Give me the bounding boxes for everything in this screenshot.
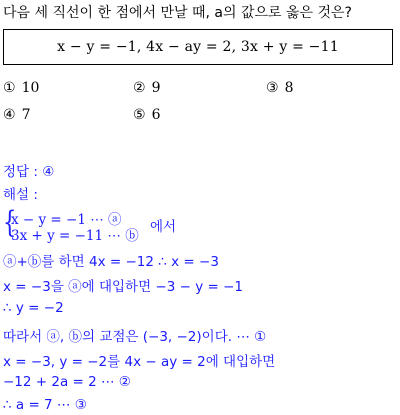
choice-value: 9 xyxy=(151,80,161,96)
choice-number: ① xyxy=(3,80,16,96)
solution-step-5: x = −3, y = −2를 4x − ay = 2에 대입하면 xyxy=(3,354,276,370)
choice-5[interactable] xyxy=(133,107,160,123)
brace-icon: { xyxy=(3,205,17,240)
solution-step-2: x = −3을 ⓐ에 대입하면 −3 − y = −1 xyxy=(3,279,243,295)
choice-value: 7 xyxy=(21,107,31,123)
solution-step-6: −12 + 2a = 2 ⋯ ② xyxy=(3,374,131,390)
system-line-a: x − y = −1 ⋯ ⓐ xyxy=(11,212,122,228)
equations-box xyxy=(3,29,393,65)
answer-line: 정답 : ④ xyxy=(3,164,55,180)
choice-number: ③ xyxy=(266,80,279,96)
choice-value: 8 xyxy=(284,80,294,96)
choice-value: 6 xyxy=(151,107,161,123)
system-tail: 에서 xyxy=(150,219,177,235)
question-text: 다음 세 직선이 한 점에서 만날 때, a의 값으로 옳은 것은? xyxy=(3,5,352,21)
choice-number: ⑤ xyxy=(133,107,146,123)
choice-value: 10 xyxy=(21,80,40,96)
system-line-b: 3x + y = −11 ⋯ ⓑ xyxy=(11,228,139,244)
choice-2[interactable] xyxy=(133,80,160,96)
solution-step-7: ∴ a = 7 ⋯ ③ xyxy=(3,397,87,413)
choice-number: ② xyxy=(133,80,146,96)
choice-number: ④ xyxy=(3,107,16,123)
choice-1[interactable] xyxy=(3,80,39,96)
solution-step-3: ∴ y = −2 xyxy=(3,300,64,316)
explanation-label: 해설 : xyxy=(3,187,38,203)
equations-text: x − y = −1, 4x − ay = 2, 3x + y = −11 xyxy=(57,39,339,55)
choice-4[interactable] xyxy=(3,107,30,123)
solution-step-1: ⓐ+ⓑ를 하면 4x = −12 ∴ x = −3 xyxy=(3,254,219,270)
choice-3[interactable] xyxy=(266,80,293,96)
solution-step-4: 따라서 ⓐ, ⓑ의 교점은 (−3, −2)이다. ⋯ ① xyxy=(3,329,267,345)
